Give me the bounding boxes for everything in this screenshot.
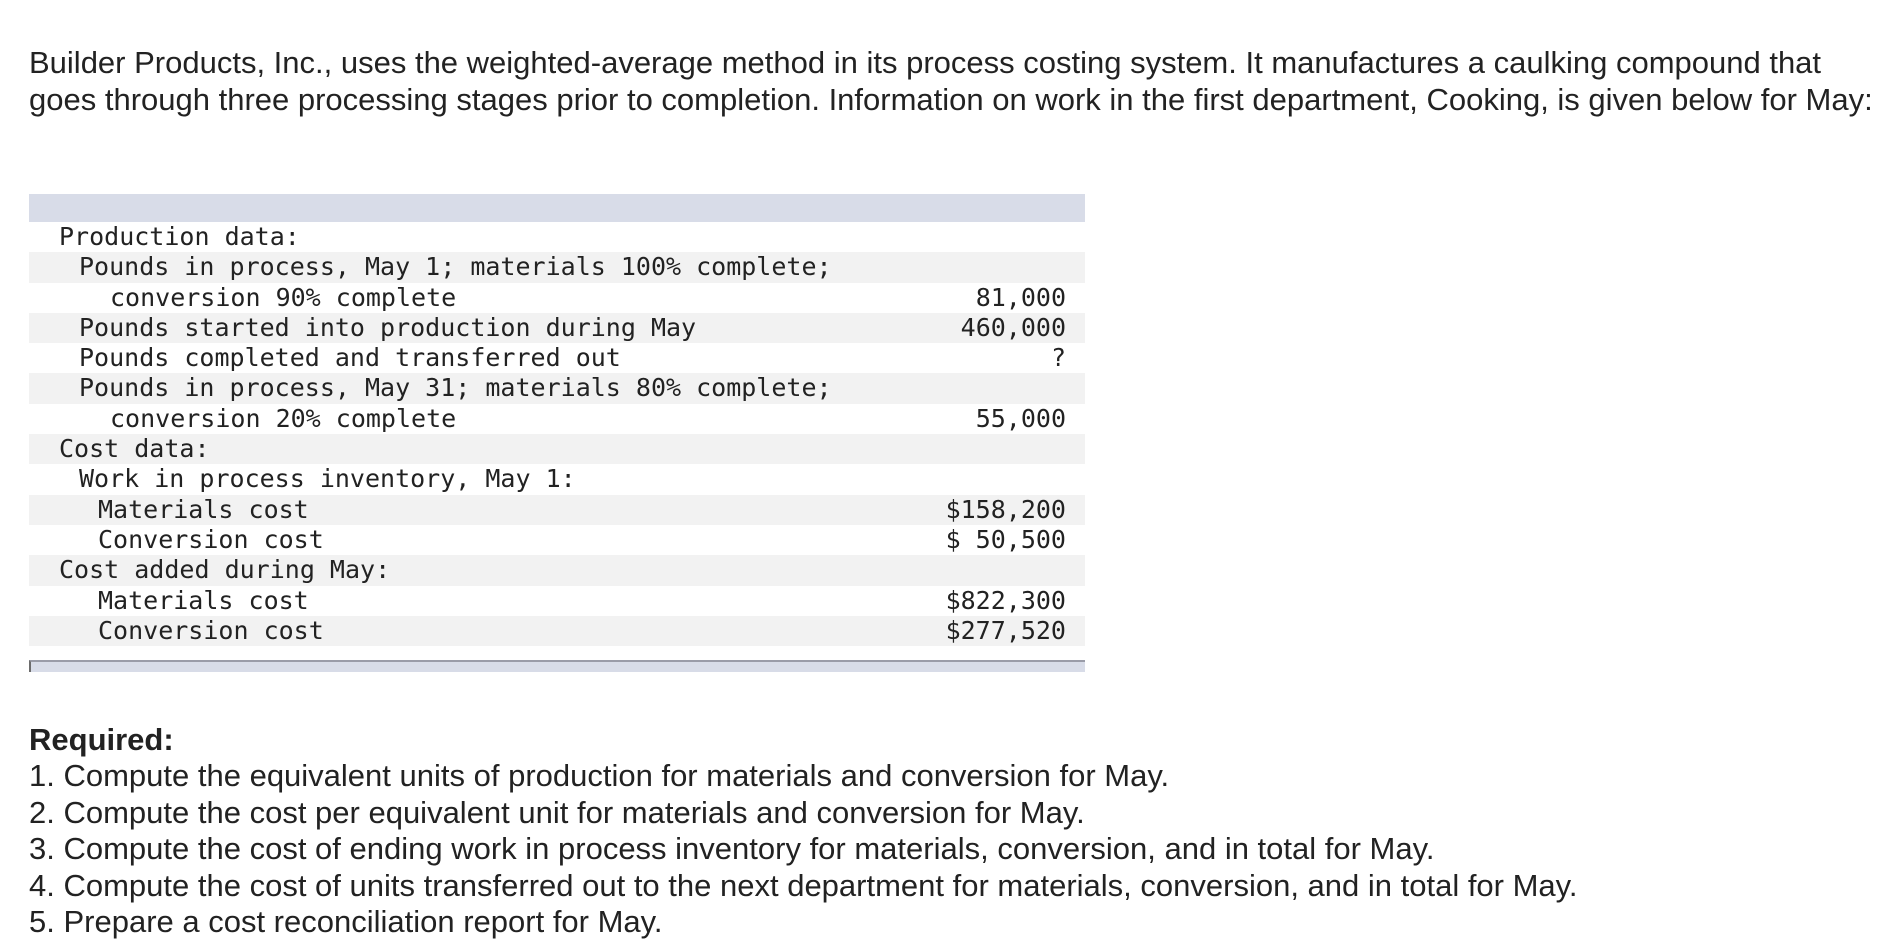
data-table bbox=[29, 194, 1085, 672]
row-value: $ 50,500 bbox=[945, 524, 1066, 554]
row-label: Cost added during May: bbox=[59, 555, 391, 585]
table-row bbox=[29, 404, 1085, 434]
required-item: 3. Compute the cost of ending work in process inventory for materials, conversion, and in total for May. bbox=[29, 831, 1435, 867]
row-value: 81,000 bbox=[975, 282, 1066, 312]
row-value: $822,300 bbox=[945, 585, 1066, 615]
table-row bbox=[29, 495, 1085, 525]
row-value: ? bbox=[1050, 343, 1066, 373]
row-value: 460,000 bbox=[960, 312, 1066, 342]
required-heading: Required: bbox=[29, 722, 174, 757]
table-row bbox=[29, 555, 1085, 585]
row-value: 55,000 bbox=[975, 403, 1066, 433]
table-row bbox=[29, 464, 1085, 494]
table-footer-bar bbox=[29, 660, 1085, 672]
table-row bbox=[29, 252, 1085, 282]
row-value: $277,520 bbox=[945, 615, 1066, 645]
table-rows bbox=[29, 222, 1085, 646]
row-value: $158,200 bbox=[945, 494, 1066, 524]
row-label: Pounds completed and transferred out bbox=[79, 343, 621, 373]
table-header-bar bbox=[29, 194, 1085, 222]
table-row bbox=[29, 586, 1085, 616]
required-item: 2. Compute the cost per equivalent unit for materials and conversion for May. bbox=[29, 794, 1085, 830]
required-section bbox=[29, 722, 1578, 940]
table-row bbox=[29, 373, 1085, 403]
row-label: Pounds in process, May 1; materials 100% complete; bbox=[79, 252, 832, 282]
row-label: Materials cost bbox=[98, 585, 309, 615]
required-item: 1. Compute the equivalent units of production for materials and conversion for May. bbox=[29, 758, 1170, 794]
row-label: conversion 90% complete bbox=[110, 282, 457, 312]
row-label: Work in process inventory, May 1: bbox=[79, 464, 576, 494]
row-label: Production data: bbox=[59, 222, 300, 251]
row-label: Pounds in process, May 31; materials 80% complete; bbox=[79, 373, 832, 403]
required-item: 4. Compute the cost of units transferred out to the next department for materials, conversion, and in total for May. bbox=[29, 867, 1578, 903]
problem-intro: Builder Products, Inc., uses the weighted-average method in its process costing system. It manufactures a caulking compound that goes through three processing stages prior to completion. Information on work in the first department, Cooking, is given below for May: bbox=[29, 45, 1873, 117]
row-label: Cost data: bbox=[59, 434, 210, 464]
row-label: Conversion cost bbox=[98, 615, 324, 645]
table-row bbox=[29, 222, 1085, 252]
required-item: 5. Prepare a cost reconciliation report for May. bbox=[29, 904, 663, 940]
row-label: Pounds started into production during May bbox=[79, 312, 697, 342]
table-row bbox=[29, 283, 1085, 313]
table-row bbox=[29, 616, 1085, 646]
table-row bbox=[29, 343, 1085, 373]
row-label: conversion 20% complete bbox=[110, 403, 457, 433]
table-row bbox=[29, 313, 1085, 343]
table-row bbox=[29, 525, 1085, 555]
row-label: Conversion cost bbox=[98, 524, 324, 554]
table-row bbox=[29, 434, 1085, 464]
row-label: Materials cost bbox=[98, 494, 309, 524]
